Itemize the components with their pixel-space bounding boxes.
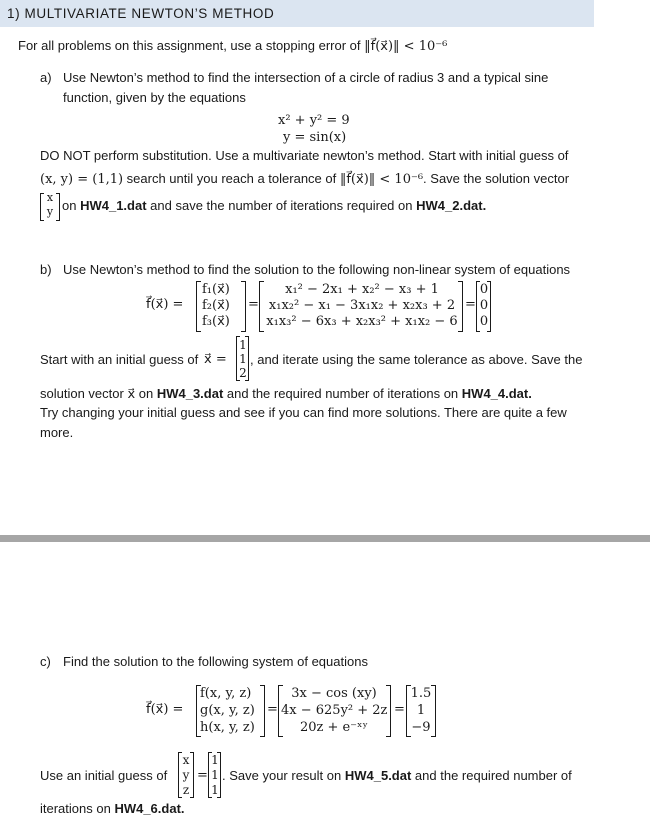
part-a-tolerance: ‖f⃗(x⃗)‖ < 10⁻⁶ <box>339 172 424 187</box>
part-b-expr3: x₁x₃² − 6x₃ + x₂x₃² + x₁x₂ − 6 <box>266 314 458 329</box>
part-c-iter-a: iterations on <box>40 801 115 816</box>
part-b-guess2: 1 <box>239 352 247 366</box>
part-c-expr1: 3x − cos (xy) <box>291 686 377 701</box>
part-a-line5 <box>62 198 486 214</box>
part-b-f-bracket-left <box>196 281 201 332</box>
part-b-start-x: x⃗ = <box>204 352 227 367</box>
file-hw4-1: HW4_1.dat <box>80 198 147 213</box>
part-b-f-vector <box>202 282 230 330</box>
part-c-guess1: 1 <box>211 753 219 767</box>
part-b-f1: f₁(x⃗) <box>202 282 230 297</box>
part-c-f2: g(x, y, z) <box>200 703 255 718</box>
part-c-var-y: y <box>182 768 190 782</box>
part-a-line5-b: and save the number of iterations required on <box>146 198 417 213</box>
part-c-expr-vector <box>281 686 387 737</box>
part-b-expr1: x₁² − 2x₁ + x₂² − x₃ + 1 <box>285 282 439 297</box>
part-c-eq-1: = <box>267 702 278 717</box>
part-b-expr-vector <box>262 282 462 330</box>
part-b-rhs-bracket-right <box>487 281 491 332</box>
part-a-vec-bracket-right <box>56 193 60 221</box>
part-c-expr2: 4x − 625y² + 2z <box>281 703 388 718</box>
part-b-guess1: 1 <box>239 338 247 352</box>
file-hw4-5: HW4_5.dat <box>344 768 412 783</box>
intro-text <box>18 38 447 55</box>
part-c-rhs-vector <box>409 686 433 737</box>
intro-text-a: For all problems on this assignment, use a stopping error of <box>18 38 365 53</box>
part-c-f3: h(x, y, z) <box>200 720 255 735</box>
section-divider <box>0 535 650 542</box>
part-b-expr2: x₁x₂² − x₁ − 3x₁x₂ + x₂x₃ + 2 <box>268 298 456 313</box>
part-a-line4 <box>40 171 569 188</box>
file-hw4-4: HW4_4.dat. <box>461 386 532 401</box>
file-hw4-2: HW4_2.dat. <box>416 198 487 213</box>
part-c-rhs3: −9 <box>411 720 431 735</box>
part-a-eq2: y = sin(x) <box>283 130 347 145</box>
part-b-solution-line <box>40 386 532 403</box>
part-a-line4-b: search until you reach a tolerance of <box>123 171 340 186</box>
part-a-solution-vector <box>43 191 57 219</box>
part-c-guess-bracket-right <box>217 752 221 798</box>
part-b-start-b: , and iterate using the same tolerance as above. Save the <box>250 352 583 367</box>
intro-tolerance: ‖f⃗(x⃗)‖ < 10⁻⁶ <box>364 39 448 54</box>
part-a-initial-guess: (x, y) = (1,1) <box>40 172 124 187</box>
part-b-sol-x: x⃗ <box>127 387 136 402</box>
part-b-sol-a: solution vector <box>40 386 128 401</box>
part-c-guess3: 1 <box>211 783 219 797</box>
part-c-var-x: x <box>182 753 190 767</box>
part-b-f-bracket-right <box>241 281 246 332</box>
part-a-vec-x: x <box>46 191 54 204</box>
file-hw4-6: HW4_6.dat. <box>114 801 185 816</box>
part-c-eq-2: = <box>394 702 405 717</box>
part-b-start-a: Start with an initial guess of <box>40 352 199 367</box>
part-c-rhs1: 1.5 <box>410 686 432 701</box>
part-c-guess-line <box>222 768 572 784</box>
part-c-guess-c: and the required number of <box>411 768 572 783</box>
part-c-expr-bracket-right <box>386 685 391 737</box>
part-c-f-bracket-right <box>260 685 265 737</box>
part-b-f3: f₃(x⃗) <box>202 314 230 329</box>
part-c-f-vector <box>200 686 255 737</box>
part-a-line2: function, given by the equations <box>63 90 246 105</box>
part-a-line3: DO NOT perform substitution. Use a multivariate newton’s method. Start with initial guess of <box>40 148 569 163</box>
part-b-try2: more. <box>40 425 74 440</box>
part-c-label: c) <box>40 654 51 669</box>
part-c-guess2: 1 <box>211 768 219 782</box>
part-a-line5-a: on <box>62 198 81 213</box>
part-b-f2: f₂(x⃗) <box>202 298 230 313</box>
part-c-guess-b: . Save your result on <box>222 768 345 783</box>
part-a-vec-y: y <box>46 205 54 218</box>
part-b-eq-1: = <box>248 297 259 312</box>
part-c-var-z: z <box>182 783 190 797</box>
part-c-expr3: 20z + e⁻ˣʸ <box>299 720 369 735</box>
part-b-lhs: f⃗(x⃗) = <box>146 297 184 312</box>
section-header <box>0 0 594 27</box>
part-b-rhs1: 0 <box>479 282 489 297</box>
part-b-guess3: 2 <box>239 366 247 380</box>
part-b-rhs3: 0 <box>479 314 489 329</box>
part-c-line1: Find the solution to the following system of equations <box>63 654 368 669</box>
section-title: 1) MULTIVARIATE NEWTON’S METHOD <box>7 6 275 21</box>
part-b-line1: Use Newton’s method to find the solution to the following non-linear system of equations <box>63 262 571 277</box>
part-a-line4-d: . Save the solution vector <box>423 171 570 186</box>
part-c-rhs2: 1 <box>416 703 426 718</box>
part-c-vars-bracket-right <box>190 752 194 798</box>
part-c-lhs: f⃗(x⃗) = <box>146 702 184 717</box>
part-c-f1: f(x, y, z) <box>200 686 252 701</box>
part-b-expr-bracket-right <box>458 281 463 332</box>
file-hw4-3: HW4_3.dat <box>156 386 224 401</box>
part-b-eq-2: = <box>465 297 476 312</box>
part-b-rhs2: 0 <box>479 298 489 313</box>
part-a-label: a) <box>40 70 52 85</box>
part-c-guess-a: Use an initial guess of <box>40 768 168 783</box>
part-a-eq1: x² + y² = 9 <box>278 113 350 128</box>
part-b-sol-c: and the required number of iterations on <box>223 386 462 401</box>
part-b-sol-b: on <box>135 386 157 401</box>
part-b-label: b) <box>40 262 52 277</box>
part-c-rhs-bracket-right <box>431 685 436 737</box>
part-c-iter-line <box>40 801 185 817</box>
part-b-guess-bracket-right <box>245 336 249 381</box>
part-c-eq-3: = <box>197 768 208 783</box>
part-b-try1: Try changing your initial guess and see if you can find more solutions. There are quite a few <box>40 405 567 420</box>
part-a-line1: Use Newton’s method to find the intersection of a circle of radius 3 and a typical sine <box>63 70 549 85</box>
